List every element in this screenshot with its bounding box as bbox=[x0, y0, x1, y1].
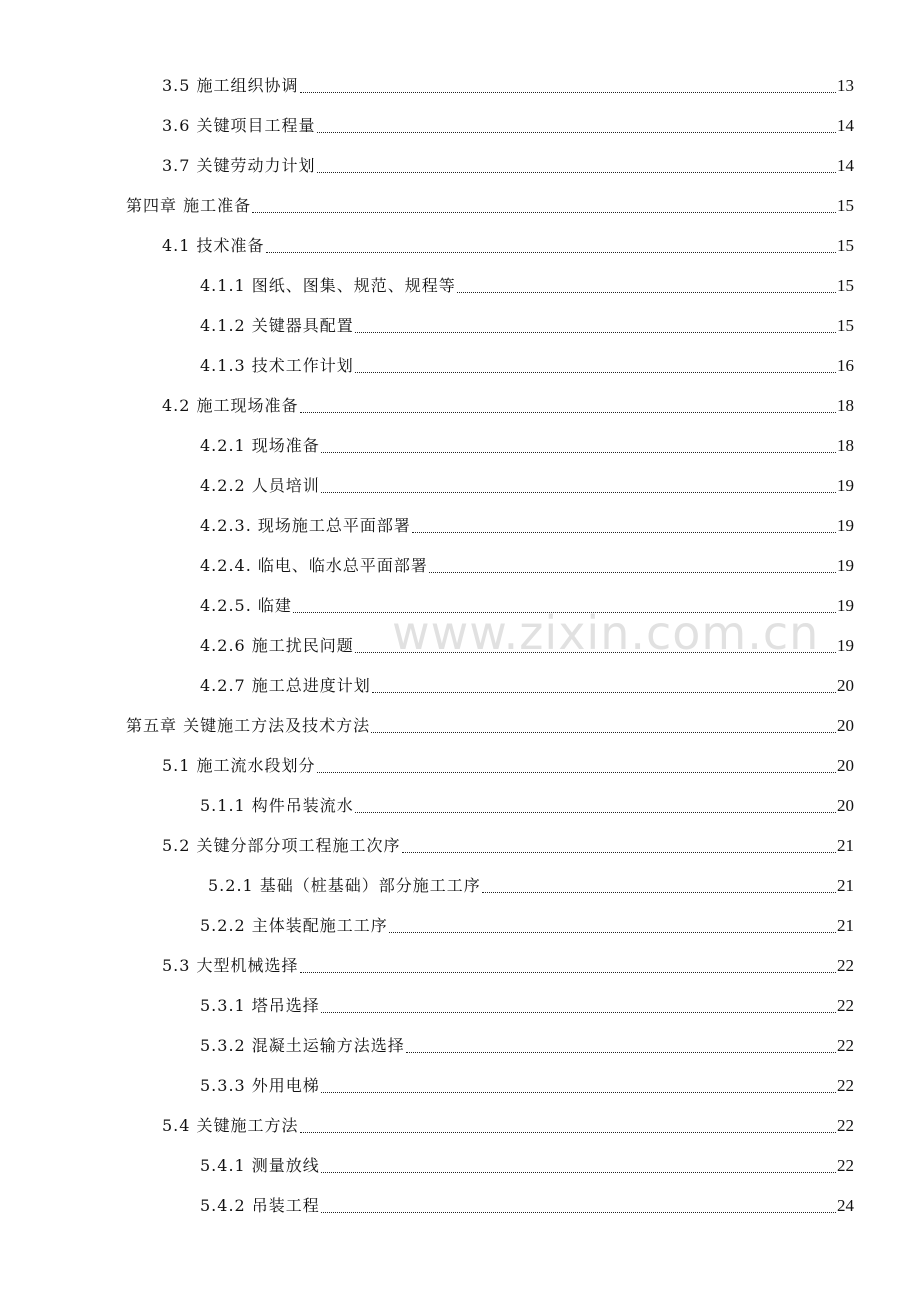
toc-dot-leader bbox=[300, 92, 836, 93]
table-of-contents bbox=[0, 66, 920, 1226]
toc-entry[interactable] bbox=[0, 146, 920, 186]
toc-entry[interactable] bbox=[0, 266, 920, 306]
toc-entry-page-number: 19 bbox=[837, 476, 854, 495]
toc-dot-leader bbox=[321, 1092, 836, 1093]
toc-entry-page-number: 19 bbox=[837, 596, 854, 615]
toc-entry[interactable] bbox=[0, 866, 920, 906]
toc-entry-page-number: 22 bbox=[837, 1156, 854, 1175]
toc-entry-page-number: 22 bbox=[837, 956, 854, 975]
toc-entry-page-number: 15 bbox=[837, 236, 854, 255]
toc-entry-title: 5.3.1 塔吊选择 bbox=[200, 996, 320, 1015]
toc-entry[interactable] bbox=[0, 986, 920, 1026]
toc-entry-page-number: 20 bbox=[837, 676, 854, 695]
toc-dot-leader bbox=[317, 172, 836, 173]
toc-entry-page-number: 22 bbox=[837, 1036, 854, 1055]
toc-entry-page-number: 14 bbox=[837, 116, 854, 135]
toc-entry-title: 第五章 关键施工方法及技术方法 bbox=[126, 716, 371, 735]
toc-entry-page-number: 20 bbox=[837, 716, 854, 735]
toc-entry[interactable] bbox=[0, 226, 920, 266]
toc-entry-page-number: 20 bbox=[837, 756, 854, 775]
toc-entry[interactable] bbox=[0, 1146, 920, 1186]
toc-entry-title: 4.1.1 图纸、图集、规范、规程等 bbox=[200, 276, 456, 295]
toc-entry[interactable] bbox=[0, 346, 920, 386]
toc-entry[interactable] bbox=[0, 1106, 920, 1146]
toc-entry-page-number: 14 bbox=[837, 156, 854, 175]
toc-dot-leader bbox=[406, 1052, 836, 1053]
toc-dot-leader bbox=[293, 612, 836, 613]
toc-entry-title: 3.5 施工组织协调 bbox=[162, 76, 299, 95]
toc-entry[interactable] bbox=[0, 466, 920, 506]
toc-entry-page-number: 20 bbox=[837, 796, 854, 815]
toc-entry-page-number: 18 bbox=[837, 396, 854, 415]
toc-entry-page-number: 19 bbox=[837, 636, 854, 655]
toc-entry-title: 3.6 关键项目工程量 bbox=[162, 116, 316, 135]
watermark: www.zixin.com.cn bbox=[392, 606, 820, 660]
toc-entry[interactable] bbox=[0, 306, 920, 346]
toc-entry[interactable] bbox=[0, 1026, 920, 1066]
toc-dot-leader bbox=[482, 892, 836, 893]
toc-entry[interactable] bbox=[0, 906, 920, 946]
toc-dot-leader bbox=[371, 732, 836, 733]
toc-entry-title: 4.1.2 关键器具配置 bbox=[200, 316, 354, 335]
toc-entry-page-number: 22 bbox=[837, 1076, 854, 1095]
toc-entry-title: 5.3.3 外用电梯 bbox=[200, 1076, 320, 1095]
toc-dot-leader bbox=[317, 132, 836, 133]
toc-entry-page-number: 13 bbox=[837, 76, 854, 95]
toc-entry[interactable] bbox=[0, 826, 920, 866]
toc-entry-title: 4.2 施工现场准备 bbox=[162, 396, 299, 415]
toc-entry-title: 4.1 技术准备 bbox=[162, 236, 265, 255]
toc-entry-page-number: 21 bbox=[837, 916, 854, 935]
toc-dot-leader bbox=[402, 852, 836, 853]
toc-entry-title: 3.7 关键劳动力计划 bbox=[162, 156, 316, 175]
toc-entry-page-number: 15 bbox=[837, 196, 854, 215]
toc-dot-leader bbox=[355, 332, 836, 333]
toc-entry-title: 5.1 施工流水段划分 bbox=[162, 756, 316, 775]
toc-dot-leader bbox=[457, 292, 836, 293]
toc-dot-leader bbox=[252, 212, 836, 213]
toc-entry[interactable] bbox=[0, 666, 920, 706]
toc-dot-leader bbox=[389, 932, 836, 933]
toc-entry[interactable] bbox=[0, 786, 920, 826]
toc-dot-leader bbox=[321, 1212, 836, 1213]
toc-dot-leader bbox=[321, 492, 836, 493]
toc-dot-leader bbox=[412, 532, 836, 533]
toc-entry-title: 5.3.2 混凝土运输方法选择 bbox=[200, 1036, 405, 1055]
toc-entry[interactable] bbox=[0, 706, 920, 746]
toc-entry-title: 5.1.1 构件吊装流水 bbox=[200, 796, 354, 815]
toc-dot-leader bbox=[300, 972, 836, 973]
toc-entry-page-number: 19 bbox=[837, 556, 854, 575]
toc-entry[interactable] bbox=[0, 186, 920, 226]
toc-entry-title: 5.2 关键分部分项工程施工次序 bbox=[162, 836, 401, 855]
toc-entry-page-number: 21 bbox=[837, 876, 854, 895]
toc-entry[interactable] bbox=[0, 626, 920, 666]
toc-entry[interactable] bbox=[0, 586, 920, 626]
toc-entry-title: 4.2.7 施工总进度计划 bbox=[200, 676, 371, 695]
toc-entry[interactable] bbox=[0, 386, 920, 426]
toc-entry-title: 4.2.6 施工扰民问题 bbox=[200, 636, 354, 655]
toc-entry-page-number: 16 bbox=[837, 356, 854, 375]
toc-entry-title: 4.1.3 技术工作计划 bbox=[200, 356, 354, 375]
toc-entry-page-number: 15 bbox=[837, 316, 854, 335]
toc-entry-title: 5.2.1 基础（桩基础）部分施工工序 bbox=[208, 876, 481, 895]
toc-dot-leader bbox=[321, 1172, 836, 1173]
toc-dot-leader bbox=[355, 652, 836, 653]
toc-entry[interactable] bbox=[0, 106, 920, 146]
toc-entry-title: 第四章 施工准备 bbox=[126, 196, 252, 215]
toc-dot-leader bbox=[321, 1012, 836, 1013]
toc-entry-title: 4.2.4. 临电、临水总平面部署 bbox=[200, 556, 428, 575]
toc-entry-page-number: 15 bbox=[837, 276, 854, 295]
toc-entry-title: 5.2.2 主体装配施工工序 bbox=[200, 916, 388, 935]
toc-dot-leader bbox=[372, 692, 836, 693]
toc-entry[interactable] bbox=[0, 1186, 920, 1226]
toc-dot-leader bbox=[266, 252, 836, 253]
toc-dot-leader bbox=[355, 812, 836, 813]
toc-entry[interactable] bbox=[0, 66, 920, 106]
toc-entry[interactable] bbox=[0, 506, 920, 546]
toc-entry-title: 5.4.1 测量放线 bbox=[200, 1156, 320, 1175]
toc-entry-title: 5.4 关键施工方法 bbox=[162, 1116, 299, 1135]
toc-entry[interactable] bbox=[0, 546, 920, 586]
toc-entry[interactable] bbox=[0, 746, 920, 786]
toc-entry[interactable] bbox=[0, 1066, 920, 1106]
toc-entry-page-number: 21 bbox=[837, 836, 854, 855]
toc-dot-leader bbox=[300, 1132, 836, 1133]
toc-entry-page-number: 22 bbox=[837, 996, 854, 1015]
toc-entry-title: 4.2.1 现场准备 bbox=[200, 436, 320, 455]
toc-entry-title: 5.3 大型机械选择 bbox=[162, 956, 299, 975]
toc-dot-leader bbox=[317, 772, 836, 773]
toc-dot-leader bbox=[429, 572, 836, 573]
toc-entry-page-number: 24 bbox=[837, 1196, 854, 1215]
toc-entry-title: 4.2.3. 现场施工总平面部署 bbox=[200, 516, 411, 535]
toc-dot-leader bbox=[355, 372, 836, 373]
toc-dot-leader bbox=[300, 412, 836, 413]
toc-entry-title: 5.4.2 吊装工程 bbox=[200, 1196, 320, 1215]
toc-entry[interactable] bbox=[0, 426, 920, 466]
toc-entry-page-number: 18 bbox=[837, 436, 854, 455]
toc-entry-page-number: 19 bbox=[837, 516, 854, 535]
toc-entry-title: 4.2.2 人员培训 bbox=[200, 476, 320, 495]
toc-entry[interactable] bbox=[0, 946, 920, 986]
toc-entry-title: 4.2.5. 临建 bbox=[200, 596, 292, 615]
toc-entry-page-number: 22 bbox=[837, 1116, 854, 1135]
toc-dot-leader bbox=[321, 452, 836, 453]
